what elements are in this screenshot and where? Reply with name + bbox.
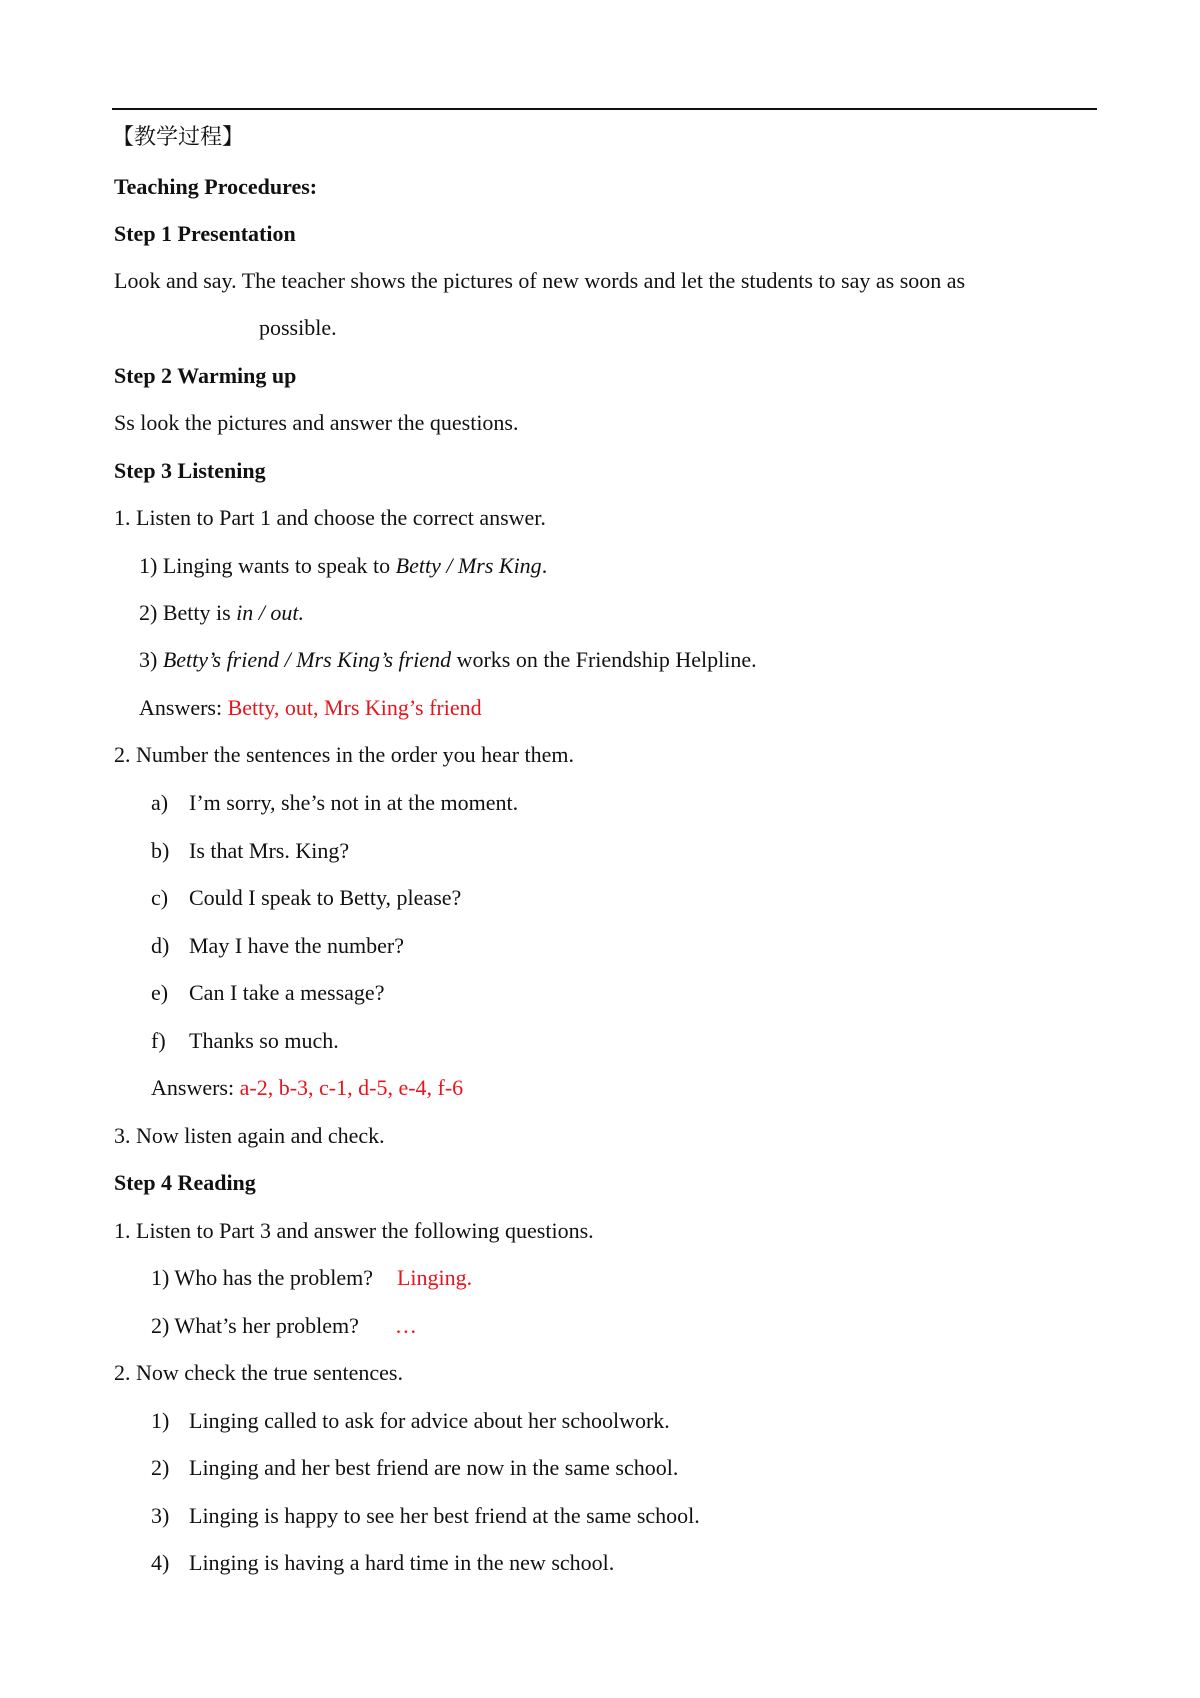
- q3-suffix: works on the Friendship Helpline.: [451, 647, 757, 672]
- step2-title: Step 2 Warming up: [114, 363, 297, 388]
- step3-task2-heading: 2. Number the sentences in the order you hear them.: [114, 742, 575, 767]
- item-label: e): [151, 980, 169, 1005]
- question-text: 2) What’s her problem?: [151, 1313, 359, 1338]
- answers-value: a-2, b-3, c-1, d-5, e-4, f-6: [239, 1075, 464, 1100]
- step3-task1-q1: [139, 551, 547, 581]
- teaching-procedures-heading: Teaching Procedures:: [114, 174, 318, 199]
- step1-text: Look and say. The teacher shows the pictures of new words and let the students to say as soon as: [114, 268, 966, 293]
- item-label: 2): [151, 1455, 170, 1480]
- list-item: [151, 978, 384, 1008]
- list-item: [151, 1026, 339, 1056]
- question-text: 1) Who has the problem?: [151, 1265, 373, 1290]
- item-text: Can I take a message?: [189, 980, 385, 1005]
- list-item: [151, 1406, 670, 1436]
- list-item: [151, 788, 518, 818]
- answer-text: …: [394, 1313, 417, 1338]
- step4-task1-heading: 1. Listen to Part 3 and answer the following questions.: [114, 1218, 594, 1243]
- step3-title: Step 3 Listening: [114, 458, 266, 483]
- q1-suffix: .: [541, 553, 548, 578]
- step3-task1-heading: 1. Listen to Part 1 and choose the correct answer.: [114, 505, 546, 530]
- step4-task1-q2: [151, 1311, 417, 1341]
- item-label: 3): [151, 1503, 170, 1528]
- list-item: [151, 836, 349, 866]
- answer-text: Linging.: [396, 1265, 473, 1290]
- step4-task1-q1: [151, 1263, 472, 1293]
- item-text: I’m sorry, she’s not in at the moment.: [189, 790, 519, 815]
- item-label: 4): [151, 1550, 170, 1575]
- list-item: [151, 1453, 678, 1483]
- list-item: [151, 883, 461, 913]
- list-item: [151, 1548, 614, 1578]
- step3-task3: 3. Now listen again and check.: [114, 1123, 385, 1148]
- answers-value: Betty, out, Mrs King’s friend: [227, 695, 482, 720]
- step4-title: Step 4 Reading: [114, 1170, 256, 1195]
- item-text: Linging and her best friend are now in the same school.: [189, 1455, 679, 1480]
- item-text: Linging is having a hard time in the new school.: [189, 1550, 615, 1575]
- item-label: c): [151, 885, 169, 910]
- item-label: d): [151, 933, 170, 958]
- step2-text: Ss look the pictures and answer the questions.: [114, 410, 519, 435]
- step1-title: Step 1 Presentation: [114, 221, 296, 246]
- item-text: Linging is happy to see her best friend at the same school.: [189, 1503, 700, 1528]
- answers-label: Answers:: [151, 1075, 240, 1100]
- q2-options: in / out.: [236, 600, 305, 625]
- list-item: [151, 931, 404, 961]
- q3-options: Betty’s friend / Mrs King’s friend: [162, 647, 452, 672]
- q1-options: Betty / Mrs King: [395, 553, 542, 578]
- item-text: Linging called to ask for advice about her schoolwork.: [189, 1408, 670, 1433]
- section-header: 【教学过程】: [112, 125, 245, 150]
- step1-text-cont: possible.: [259, 315, 337, 340]
- item-text: May I have the number?: [189, 933, 405, 958]
- item-text: Could I speak to Betty, please?: [189, 885, 462, 910]
- header-rule: [112, 108, 1097, 110]
- q2-prefix: 2) Betty is: [139, 600, 237, 625]
- item-label: a): [151, 790, 169, 815]
- item-label: b): [151, 838, 170, 863]
- step3-task1-answers: [139, 693, 482, 723]
- item-label: 1): [151, 1408, 170, 1433]
- item-text: Is that Mrs. King?: [189, 838, 350, 863]
- list-item: [151, 1501, 700, 1531]
- step3-task1-q3: [139, 645, 757, 675]
- item-text: Thanks so much.: [189, 1028, 339, 1053]
- step3-task1-q2: [139, 598, 304, 628]
- step3-task2-answers: [151, 1073, 463, 1103]
- q3-prefix: 3): [139, 647, 163, 672]
- item-label: f): [151, 1028, 166, 1053]
- answers-label: Answers:: [139, 695, 228, 720]
- q1-prefix: 1) Linging wants to speak to: [139, 553, 396, 578]
- step4-task2-heading: 2. Now check the true sentences.: [114, 1360, 403, 1385]
